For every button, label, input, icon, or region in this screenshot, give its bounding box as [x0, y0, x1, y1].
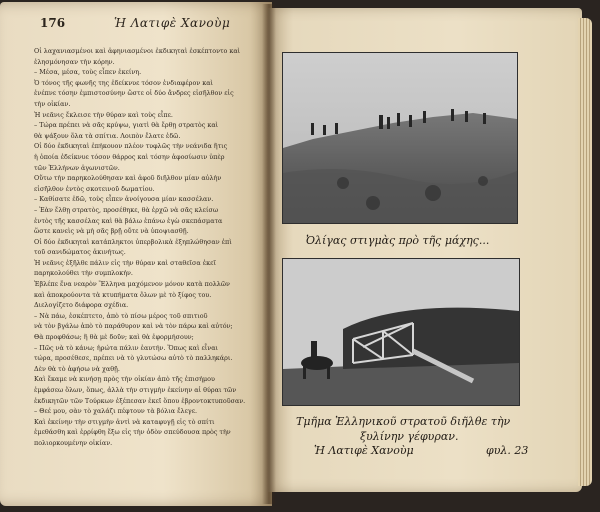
text-line: παρηκολούθει τὴν συμπλοκήν. [34, 269, 133, 278]
text-line: – Μέσα, μέσα, τοὺς εἶπεν ἐκείνη. [34, 68, 142, 77]
caption-bottom [296, 414, 510, 444]
text-line: τώρα, προσέθεσε, πρέπει νὰ τὸ γλυτώσω αὐτὸ τὸ παλληκάρι. [34, 354, 233, 363]
text-line: – Τώρα πρέπει νὰ σᾶς κρύψω, γιατὶ θὰ ἔρθῃ στρατὸς καὶ [34, 121, 219, 130]
text-line: Οἱ δύο ἐκδικηταὶ κατάπληκτοι ὑπερβολικὰ ἐξηπλώθησαν ἐπὶ [34, 237, 232, 246]
caption-top: Ὀλίγας στιγμὰς πρὸ τῆς μάχης... [306, 234, 490, 247]
text-line: Οἱ λαχανιασμένοι καὶ ἀφηνιασμένοι ἐκδικηταὶ ἐσκέπτοντο καὶ [34, 47, 241, 55]
page-edges [578, 18, 592, 486]
text-line: ἐντὸς τῆς κασσέλας καὶ θὰ βάλω ἐπάνω ἐγὼ σκεπάσματα [34, 216, 223, 225]
text-line: τοῦ σανιδώματος ἀκινήτως. [34, 248, 126, 257]
text-line: νὰ τὸν βγάλω ἀπὸ τὸ παράθυρον καὶ νὰ τὸν πάρω καὶ αὐτόν; [34, 322, 233, 331]
text-line: τὴν οἰκίαν. [34, 99, 71, 108]
text-line: – Ἐὰν ἔλθῃ στρατὸς, προσέθηκε, θὰ ἐρχῶ νὰ σᾶς κλείσω [34, 205, 219, 214]
book-gutter [262, 4, 276, 504]
text-line: ἐμεθάσθη καὶ ἐρρίφθη ἔξω εἰς τὴν ὁδὸν σπεύδουσα πρὸς τὴν [34, 428, 231, 437]
text-line: ἐκδικητῶν τῶν Τούρκων ἐξέπεσαν ἐκεῖ ὅπου ἐβροντοκτυποῦσαν. [34, 396, 246, 405]
text-line: θὰ ψάξουν ὅλα τὰ σπίτια. Λοιπὸν ἔλατε ἐδῶ. [34, 131, 181, 140]
footer-title: Ἡ Λατιφὲ Χανοὺμ [314, 444, 414, 457]
caption-bottom-line2: ξυλίνην γέφυραν. [360, 430, 459, 443]
caption-bottom-line1: Τμῆμα Ἑλληνικοῦ στρατοῦ διῆλθε τὴν [296, 415, 511, 428]
text-line: – Πῶς νὰ τὸ κάνω; ἠρώτα πάλιν ἑαυτήν. Ὅπως καὶ εἶναι [34, 343, 219, 352]
text-line: Καὶ ἐκείνην τὴν στιγμὴν ἀντὶ νὰ καταφυγῇ εἰς τὸ σπίτι [34, 417, 215, 426]
page-number: 176 [40, 16, 66, 30]
text-line: Ἡ νεᾶνις ἐξῆλθε πάλιν εἰς τὴν θύραν καὶ σταθεῖσα ἐκεῖ [34, 258, 216, 267]
text-line: εἰσῆλθον ἐντὸς σκοτεινοῦ δωματίου. [34, 184, 155, 193]
photo-soldiers-hillside [282, 52, 518, 224]
text-line: ὥστε κανεὶς νὰ μὴ σᾶς βρῇ οὔτε νὰ ὑποψιασθῇ. [34, 227, 189, 236]
text-line: ἡ ὁποία ἐδείκνυε τόσον θάρρος καὶ τόσην ἀφοσίωσιν ὑπὲρ [34, 152, 225, 161]
text-line: Ἐβλέπε ἕνα νεαρὸν Ἕλληνα μαχόμενον μόνον κατὰ πολλῶν [34, 280, 230, 289]
text-line: – Καθίσατε ἐδῶ, τοὺς εἶπεν ἀνοίγουσα μίαν κασσέλαν. [34, 195, 214, 204]
text-line: Οὕτω τὴν παρηκολούθησαν καὶ ἀφοῦ διῆλθον μίαν αὐλὴν [34, 174, 222, 183]
running-title: Ἡ Λατιφὲ Χανοὺμ [114, 16, 231, 30]
text-line: καὶ ἀποκρούοντα τὰ κτυπήματα ὅλων μὲ τὸ ξίφος του. [34, 290, 212, 299]
text-line: Διελογίζετο διάφορα σχέδια. [34, 301, 129, 310]
text-line: – Νὰ πάω, ἐσκέπτετο, ἀπὸ τὸ πίσω μέρος τοῦ σπιτιοῦ [34, 311, 208, 320]
photo-soldiers-bridge [282, 258, 520, 406]
text-line: Καὶ ἔκαμε νὰ κινήσῃ πρὸς τὴν οἰκίαν ἀπὸ τῆς ἐπισήμου [34, 375, 215, 384]
text-line: – Θεέ μου, σὰν τὸ χαλάζι πέφτουν τὰ βόλια ἔλεγε. [34, 407, 198, 416]
text-line: τῶν Ἑλλήνων ἀγωνιστῶν. [34, 163, 120, 172]
text-line: Θὰ προφθάσω; ἢ θὰ μὲ δοῦν; καὶ θὰ ἐφορμήσουν; [34, 333, 194, 342]
text-line: ἐνέπνε τόσην ἐμπιστοσύνην ὥστε οἱ δύο ἄνδρες εἰσῆλθον εἰς [34, 89, 234, 98]
text-line: Οἱ δύο ἐκδικηταὶ ἐπήκουον πλέον τυφλῶς τὴν νεάνιδα ἥτις [34, 142, 228, 151]
text-line: ἐμφάσεω ὅλων, ὅπως, ἀλλὰ τὴν στιγμὴν ἐκείνην αἱ θύραι τῶν [34, 386, 237, 394]
text-line: πολιορκουμένην οἰκίαν. [34, 438, 113, 447]
text-line: Ἡ νεᾶνις ἔκλεισε τὴν θύραν καὶ τοὺς εἶπε. [34, 110, 173, 119]
left-page [0, 2, 272, 506]
text-line: Ὁ τόνος τῆς φωνῆς της ἐδείκνυε τόσον ἐνδιαφέρον καὶ [34, 78, 214, 87]
body-text [24, 46, 260, 486]
text-line: ἐλησμόνησαν τὴν κόρην. [34, 57, 115, 66]
text-line: Δὲν θὰ τὸ ἀφήσω νὰ χαθῇ. [34, 364, 120, 373]
footer-sheet-number: φυλ. 23 [486, 444, 529, 457]
